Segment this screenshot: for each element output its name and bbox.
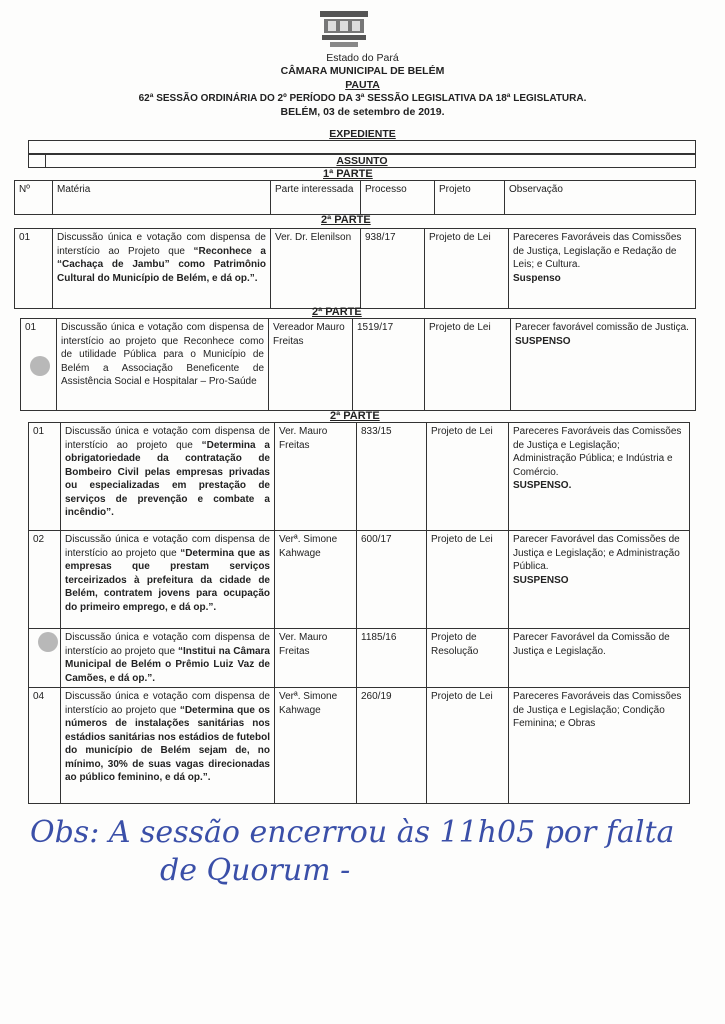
expediente-box [28, 140, 696, 154]
handwritten-note-text: Obs: A sessão encerrou às 11h05 por falta de Quorum - [30, 815, 675, 888]
col-processo: Processo [361, 181, 435, 215]
assunto-label: ASSUNTO [336, 155, 388, 167]
chamber-name: CÂMARA MUNICIPAL DE BELÉM [280, 65, 445, 77]
agenda-table-2 [20, 318, 696, 411]
table-row [29, 629, 690, 688]
session-date: BELÉM, 03 de setembro de 2019. [280, 106, 445, 118]
item-projeto: Projeto de Lei [427, 688, 509, 804]
item-materia: Discussão única e votação com dispensa de interstício ao projeto que “Determina que as empresas que prestam serviços terceirizados à prefeitura da cidade de Belém, contratem jovens para ocupação do primeiro emprego, e dá op.”. [61, 531, 275, 629]
section-second-part-2: 2ª PARTE [312, 306, 362, 318]
table-row [29, 423, 690, 531]
item-projeto: Projeto de Lei [427, 423, 509, 531]
punch-hole [38, 632, 58, 652]
item-projeto: Projeto de Lei [425, 319, 511, 411]
column-header-table [14, 180, 696, 215]
item-parte: Verª. Simone Kahwage [275, 688, 357, 804]
item-processo: 833/15 [357, 423, 427, 531]
item-projeto: Projeto de Lei [427, 531, 509, 629]
table-row [21, 319, 696, 411]
item-projeto: Projeto de Resolução [427, 629, 509, 688]
item-parte: Ver. Mauro Freitas [275, 629, 357, 688]
col-n: Nº [15, 181, 53, 215]
item-observacao: Pareceres Favoráveis das Comissões de Justiça, Legislação e Redação de Leis; e Cultura. Suspenso [509, 229, 696, 309]
section-second-part-3: 2ª PARTE [330, 410, 380, 422]
item-parte: Ver. Dr. Elenilson [271, 229, 361, 309]
item-observacao: Parecer Favorável da Comissão de Justiça e Legislação. [509, 629, 690, 688]
item-materia: Discussão única e votação com dispensa de interstício ao Projeto que “Reconhece a “Cachaça de Jambu” como Patrimônio Cultural do Município de Belém, e dá op.”. [53, 229, 271, 309]
agenda-table-3 [28, 422, 690, 804]
item-number: 04 [29, 688, 61, 804]
item-parte: Verª. Simone Kahwage [275, 531, 357, 629]
item-parte: Vereador Mauro Freitas [269, 319, 353, 411]
handwritten-note [30, 808, 710, 888]
state-name: Estado do Pará [326, 52, 399, 64]
item-processo: 260/19 [357, 688, 427, 804]
item-materia: Discussão única e votação com dispensa de interstício ao projeto que “Determina que os números de instalações sanitárias nos estádios sanitárias nos estádios de futebol do município de Belém sejam de, no mínimo, 30% de suas vagas direcionadas ao público feminino, e dá op.”. [61, 688, 275, 804]
item-observacao: Pareceres Favoráveis das Comissões de Justiça e Legislação; Administração Pública; e Indústria e Comércio. SUSPENSO. [509, 423, 690, 531]
session-title: 62ª SESSÃO ORDINÁRIA DO 2º PERÍODO DA 3ª SESSÃO LEGISLATIVA DA 18ª LEGISLATURA. [138, 93, 587, 104]
col-materia: Matéria [53, 181, 271, 215]
agenda-table-1 [14, 228, 696, 309]
item-processo: 938/17 [361, 229, 425, 309]
col-observacao: Observação [505, 181, 696, 215]
punch-hole [30, 356, 50, 376]
item-number: 02 [29, 531, 61, 629]
table-row [15, 229, 696, 309]
pauta-title: PAUTA [345, 79, 380, 91]
item-number: 01 [29, 423, 61, 531]
item-number: 01 [15, 229, 53, 309]
col-projeto: Projeto [435, 181, 505, 215]
item-processo: 1519/17 [353, 319, 425, 411]
col-parte: Parte interessada [271, 181, 361, 215]
item-projeto: Projeto de Lei [425, 229, 509, 309]
section-first-part: 1ª PARTE [323, 168, 373, 180]
table-row [29, 531, 690, 629]
table-row [29, 688, 690, 804]
section-second-part-1: 2ª PARTE [321, 214, 371, 226]
assunto-row [28, 154, 696, 168]
expediente-title: EXPEDIENTE [329, 128, 396, 140]
item-parte: Ver. Mauro Freitas [275, 423, 357, 531]
item-number: 01 [21, 319, 57, 411]
item-observacao: Pareceres Favoráveis das Comissões de Justiça e Legislação; Condição Feminina; e Obras [509, 688, 690, 804]
item-materia: Discussão única e votação com dispensa de interstício ao projeto que Reconhece como de utilidade Pública para o Município de Belém a Associação Beneficente de Assistência Social e Hospitalar – Pro-Saúde [57, 319, 269, 411]
item-processo: 600/17 [357, 531, 427, 629]
coat-of-arms-logo [318, 8, 370, 50]
item-processo: 1185/16 [357, 629, 427, 688]
item-materia: Discussão única e votação com dispensa de interstício ao projeto que “Determina a obrigatoriedade da contratação de Bombeiro Civil pelas empresas privadas ou especializadas em prestação de serviços de prevenção e combate a incêndio”. [61, 423, 275, 531]
item-observacao: Parecer favorável comissão de Justiça. SUSPENSO [511, 319, 696, 411]
item-observacao: Parecer Favorável das Comissões de Justiça e Legislação; e Administração Pública. SUSPENSO [509, 531, 690, 629]
item-materia: Discussão única e votação com dispensa de interstício ao projeto que “Institui na Câmara Municipal de Belém o Prêmio Luiz Vaz de Camões, e dá op.”. [61, 629, 275, 688]
